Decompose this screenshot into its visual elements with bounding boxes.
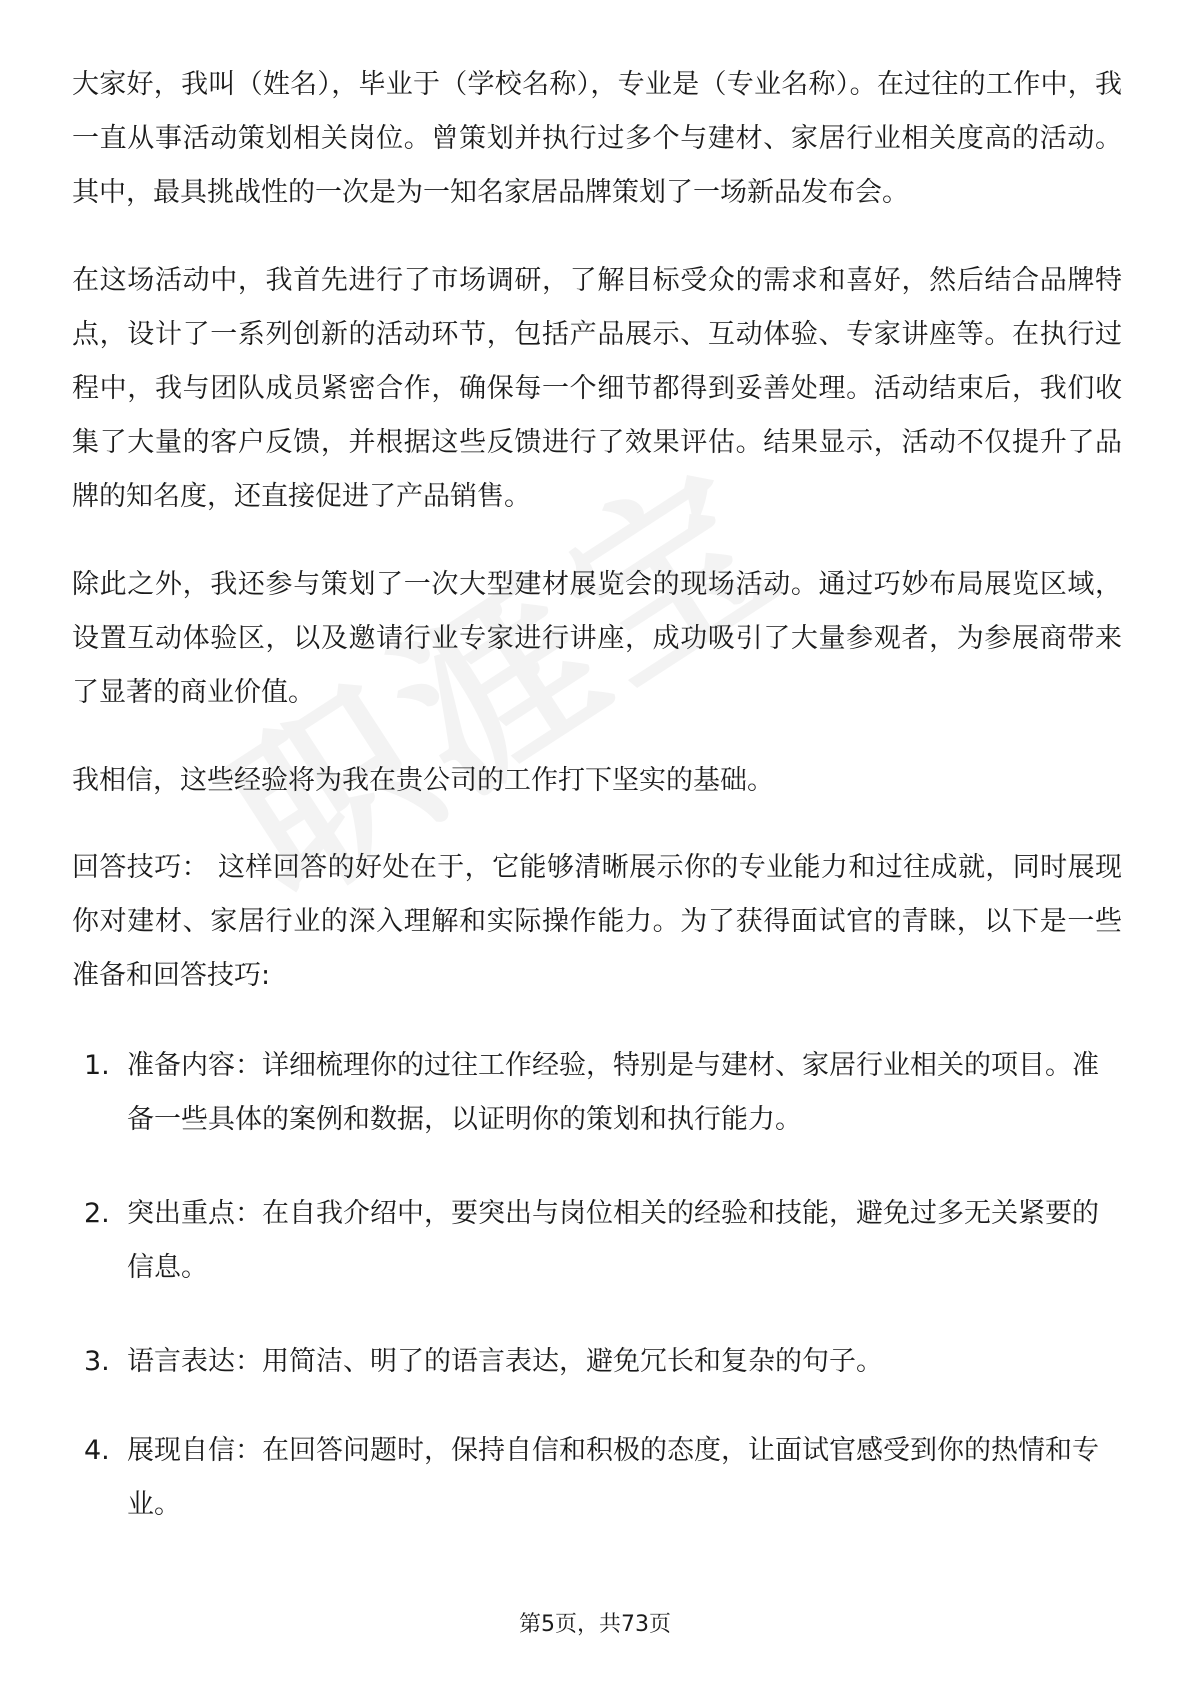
list-item-number: 3. <box>84 1346 110 1377</box>
paragraph-answer-tips: 回答技巧： 这样回答的好处在于，它能够清晰展示你的专业能力和过往成就，同时展现你对建材、家居行业的深入理解和实际操作能力。为了获得面试官的青睐，以下是一些准备和回答技巧: <box>72 852 1122 991</box>
list-item-text: 语言表达：用简洁、明了的语言表达，避免冗长和复杂的句子。 <box>127 1346 883 1377</box>
page-number-footer: 第5页，共73页 <box>519 1612 671 1637</box>
tips-list <box>72 1039 1122 1532</box>
paragraph-conclusion: 我相信，这些经验将为我在贵公司的工作打下坚实的基础。 <box>72 765 774 796</box>
list-item-text: 展现自信：在回答问题时，保持自信和积极的态度，让面试官感受到你的热情和专业。 <box>127 1435 1099 1520</box>
list-item-number: 4. <box>84 1435 110 1466</box>
paragraph-exhibition: 除此之外，我还参与策划了一次大型建材展览会的现场活动。通过巧妙布局展览区域，设置互动体验区，以及邀请行业专家进行讲座，成功吸引了大量参观者，为参展商带来了显著的商业价值。 <box>72 569 1122 708</box>
list-item-text: 准备内容：详细梳理你的过往工作经验，特别是与建材、家居行业相关的项目。准备一些具体的案例和数据，以证明你的策划和执行能力。 <box>127 1050 1099 1135</box>
list-item <box>72 1187 1122 1295</box>
list-item-text: 突出重点：在自我介绍中，要突出与岗位相关的经验和技能，避免过多无关紧要的信息。 <box>127 1198 1099 1283</box>
list-item <box>72 1424 1122 1532</box>
list-item <box>72 1039 1122 1147</box>
document-body <box>72 58 1122 1572</box>
list-item-number: 1. <box>84 1050 110 1081</box>
paragraph-event-details: 在这场活动中，我首先进行了市场调研，了解目标受众的需求和喜好，然后结合品牌特点，设计了一系列创新的活动环节，包括产品展示、互动体验、专家讲座等。在执行过程中，我与团队成员紧密合作，确保每一个细节都得到妥善处理。活动结束后，我们收集了大量的客户反馈，并根据这些反馈进行了效果评估。结果显示，活动不仅提升了品牌的知名度，还直接促进了产品销售。 <box>72 265 1122 512</box>
list-item-number: 2. <box>84 1198 110 1229</box>
paragraph-intro: 大家好，我叫（姓名），毕业于（学校名称），专业是（专业名称）。在过往的工作中，我一直从事活动策划相关岗位。曾策划并执行过多个与建材、家居行业相关度高的活动。其中，最具挑战性的一次是为一知名家居品牌策划了一场新品发布会。 <box>72 69 1122 208</box>
list-item <box>72 1335 1122 1389</box>
